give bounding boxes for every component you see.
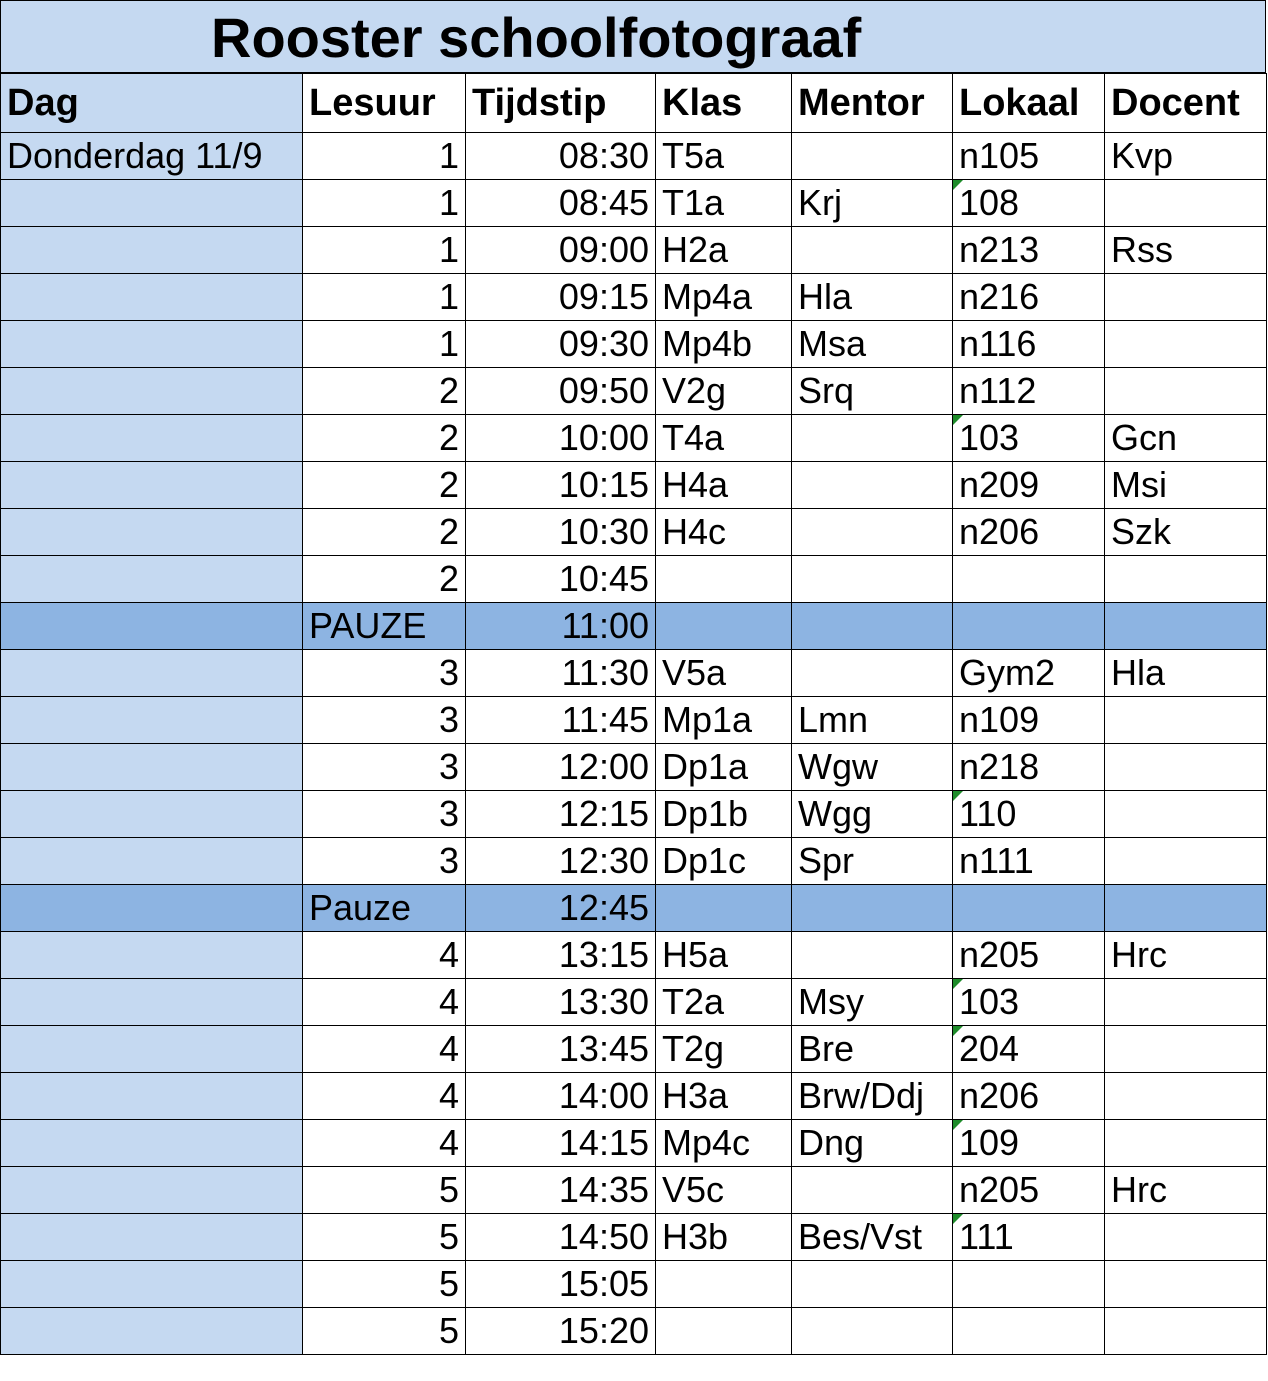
lesuur-cell[interactable]: 4 bbox=[303, 1026, 466, 1073]
table-row bbox=[1, 744, 1267, 791]
table-row bbox=[1, 274, 1267, 321]
tijdstip-cell[interactable]: 11:45 bbox=[466, 697, 656, 744]
dag-cell[interactable] bbox=[1, 603, 303, 650]
tijdstip-cell[interactable]: 10:45 bbox=[466, 556, 656, 603]
dag-cell[interactable] bbox=[1, 1167, 303, 1214]
table-row bbox=[1, 227, 1267, 274]
lesuur-cell[interactable]: 5 bbox=[303, 1167, 466, 1214]
dag-cell[interactable] bbox=[1, 415, 303, 462]
page-title: Rooster schoolfotograaf bbox=[211, 6, 862, 69]
lesuur-cell[interactable]: 1 bbox=[303, 180, 466, 227]
docent-cell[interactable] bbox=[1105, 1261, 1267, 1308]
docent-cell[interactable] bbox=[1105, 791, 1267, 838]
dag-cell[interactable] bbox=[1, 1261, 303, 1308]
tijdstip-cell[interactable]: 14:50 bbox=[466, 1214, 656, 1261]
mentor-cell[interactable]: Spr bbox=[792, 838, 953, 885]
mentor-cell[interactable]: Brw/Ddj bbox=[792, 1073, 953, 1120]
docent-cell[interactable]: Gcn bbox=[1105, 415, 1267, 462]
mentor-cell[interactable] bbox=[792, 227, 953, 274]
mentor-cell[interactable]: Dng bbox=[792, 1120, 953, 1167]
table-row bbox=[1, 1073, 1267, 1120]
klas-cell[interactable] bbox=[656, 1308, 792, 1355]
docent-cell[interactable] bbox=[1105, 274, 1267, 321]
klas-cell[interactable]: T2g bbox=[656, 1026, 792, 1073]
mentor-cell[interactable] bbox=[792, 932, 953, 979]
lokaal-cell[interactable]: n206 bbox=[953, 509, 1105, 556]
mentor-cell[interactable]: Lmn bbox=[792, 697, 953, 744]
lokaal-cell[interactable]: n105 bbox=[953, 133, 1105, 180]
pause-row bbox=[1, 603, 1267, 650]
dag-cell[interactable] bbox=[1, 368, 303, 415]
mentor-cell[interactable] bbox=[792, 885, 953, 932]
tijdstip-cell[interactable]: 10:30 bbox=[466, 509, 656, 556]
docent-cell[interactable]: Kvp bbox=[1105, 133, 1267, 180]
lokaal-cell[interactable]: 111 bbox=[953, 1214, 1105, 1261]
mentor-cell[interactable]: Srq bbox=[792, 368, 953, 415]
docent-cell[interactable] bbox=[1105, 180, 1267, 227]
lesuur-cell[interactable]: 2 bbox=[303, 509, 466, 556]
lokaal-cell[interactable]: 103 bbox=[953, 979, 1105, 1026]
mentor-cell[interactable] bbox=[792, 509, 953, 556]
dag-cell[interactable] bbox=[1, 509, 303, 556]
mentor-cell[interactable] bbox=[792, 415, 953, 462]
lokaal-cell[interactable]: n112 bbox=[953, 368, 1105, 415]
docent-cell[interactable]: Msi bbox=[1105, 462, 1267, 509]
header-lesuur[interactable]: Lesuur bbox=[303, 74, 466, 133]
lokaal-cell[interactable]: n213 bbox=[953, 227, 1105, 274]
klas-cell[interactable]: Mp4b bbox=[656, 321, 792, 368]
header-dag[interactable]: Dag bbox=[1, 74, 303, 133]
lesuur-cell[interactable]: 4 bbox=[303, 932, 466, 979]
mentor-cell[interactable]: Bre bbox=[792, 1026, 953, 1073]
tijdstip-cell[interactable]: 09:00 bbox=[466, 227, 656, 274]
dag-cell[interactable] bbox=[1, 744, 303, 791]
lesuur-cell[interactable]: 3 bbox=[303, 744, 466, 791]
tijdstip-cell[interactable]: 15:05 bbox=[466, 1261, 656, 1308]
klas-cell[interactable]: T4a bbox=[656, 415, 792, 462]
mentor-cell[interactable] bbox=[792, 462, 953, 509]
lokaal-cell[interactable]: n209 bbox=[953, 462, 1105, 509]
lesuur-cell[interactable]: 2 bbox=[303, 368, 466, 415]
dag-cell[interactable] bbox=[1, 1120, 303, 1167]
lesuur-cell[interactable]: 5 bbox=[303, 1261, 466, 1308]
dag-cell[interactable] bbox=[1, 1026, 303, 1073]
tijdstip-cell[interactable]: 08:45 bbox=[466, 180, 656, 227]
lokaal-cell[interactable]: 204 bbox=[953, 1026, 1105, 1073]
lesuur-cell[interactable]: 1 bbox=[303, 227, 466, 274]
tijdstip-cell[interactable]: 13:15 bbox=[466, 932, 656, 979]
lesuur-cell[interactable]: 3 bbox=[303, 791, 466, 838]
lokaal-cell[interactable]: n218 bbox=[953, 744, 1105, 791]
dag-cell[interactable] bbox=[1, 274, 303, 321]
lokaal-cell[interactable]: Gym2 bbox=[953, 650, 1105, 697]
header-row bbox=[1, 74, 1267, 133]
table-row bbox=[1, 1026, 1267, 1073]
header-tijdstip[interactable]: Tijdstip bbox=[466, 74, 656, 133]
docent-cell[interactable]: Szk bbox=[1105, 509, 1267, 556]
dag-cell[interactable] bbox=[1, 1073, 303, 1120]
lokaal-cell[interactable]: n216 bbox=[953, 274, 1105, 321]
table-row bbox=[1, 415, 1267, 462]
lesuur-cell[interactable]: 2 bbox=[303, 556, 466, 603]
docent-cell[interactable] bbox=[1105, 368, 1267, 415]
lokaal-cell[interactable]: n109 bbox=[953, 697, 1105, 744]
klas-cell[interactable]: Dp1a bbox=[656, 744, 792, 791]
mentor-cell[interactable]: Krj bbox=[792, 180, 953, 227]
docent-cell[interactable]: Hrc bbox=[1105, 932, 1267, 979]
tijdstip-cell[interactable]: 14:35 bbox=[466, 1167, 656, 1214]
tijdstip-cell[interactable]: 12:15 bbox=[466, 791, 656, 838]
dag-cell[interactable]: Donderdag 11/9 bbox=[1, 133, 303, 180]
mentor-cell[interactable]: Hla bbox=[792, 274, 953, 321]
lesuur-cell[interactable]: 2 bbox=[303, 462, 466, 509]
klas-cell[interactable] bbox=[656, 885, 792, 932]
lesuur-cell[interactable]: PAUZE bbox=[303, 603, 466, 650]
dag-cell[interactable] bbox=[1, 180, 303, 227]
tijdstip-cell[interactable]: 14:00 bbox=[466, 1073, 656, 1120]
docent-cell[interactable] bbox=[1105, 885, 1267, 932]
docent-cell[interactable] bbox=[1105, 1073, 1267, 1120]
dag-cell[interactable] bbox=[1, 1214, 303, 1261]
tijdstip-cell[interactable]: 15:20 bbox=[466, 1308, 656, 1355]
mentor-cell[interactable]: Bes/Vst bbox=[792, 1214, 953, 1261]
dag-cell[interactable] bbox=[1, 697, 303, 744]
klas-cell[interactable]: Dp1b bbox=[656, 791, 792, 838]
lesuur-cell[interactable]: 3 bbox=[303, 838, 466, 885]
dag-cell[interactable] bbox=[1, 885, 303, 932]
mentor-cell[interactable]: Msy bbox=[792, 979, 953, 1026]
tijdstip-cell[interactable]: 11:30 bbox=[466, 650, 656, 697]
lokaal-cell[interactable]: n206 bbox=[953, 1073, 1105, 1120]
klas-cell[interactable]: H4c bbox=[656, 509, 792, 556]
lesuur-cell[interactable]: Pauze bbox=[303, 885, 466, 932]
klas-cell[interactable]: T5a bbox=[656, 133, 792, 180]
lokaal-cell[interactable] bbox=[953, 1308, 1105, 1355]
lokaal-cell[interactable]: n205 bbox=[953, 932, 1105, 979]
table-row bbox=[1, 1214, 1267, 1261]
dag-cell[interactable] bbox=[1, 227, 303, 274]
table-row bbox=[1, 1308, 1267, 1355]
tijdstip-cell[interactable]: 13:45 bbox=[466, 1026, 656, 1073]
lesuur-cell[interactable]: 1 bbox=[303, 133, 466, 180]
klas-cell[interactable]: Mp1a bbox=[656, 697, 792, 744]
lokaal-cell[interactable] bbox=[953, 885, 1105, 932]
klas-cell[interactable]: V5c bbox=[656, 1167, 792, 1214]
schedule-body bbox=[1, 74, 1267, 1355]
klas-cell[interactable] bbox=[656, 603, 792, 650]
lesuur-cell[interactable]: 4 bbox=[303, 1120, 466, 1167]
dag-cell[interactable] bbox=[1, 979, 303, 1026]
klas-cell[interactable]: H3b bbox=[656, 1214, 792, 1261]
klas-cell[interactable]: H3a bbox=[656, 1073, 792, 1120]
table-row bbox=[1, 1261, 1267, 1308]
klas-cell[interactable] bbox=[656, 1261, 792, 1308]
schedule-table bbox=[0, 73, 1267, 1355]
lesuur-cell[interactable]: 1 bbox=[303, 321, 466, 368]
lokaal-cell[interactable] bbox=[953, 1261, 1105, 1308]
docent-cell[interactable]: Hrc bbox=[1105, 1167, 1267, 1214]
docent-cell[interactable] bbox=[1105, 1214, 1267, 1261]
tijdstip-cell[interactable]: 08:30 bbox=[466, 133, 656, 180]
lokaal-cell[interactable]: n111 bbox=[953, 838, 1105, 885]
tijdstip-cell[interactable]: 12:30 bbox=[466, 838, 656, 885]
lesuur-cell[interactable]: 2 bbox=[303, 415, 466, 462]
lesuur-cell[interactable]: 1 bbox=[303, 274, 466, 321]
tijdstip-cell[interactable]: 14:15 bbox=[466, 1120, 656, 1167]
table-row bbox=[1, 979, 1267, 1026]
tijdstip-cell[interactable]: 09:30 bbox=[466, 321, 656, 368]
table-row bbox=[1, 838, 1267, 885]
mentor-cell[interactable] bbox=[792, 1261, 953, 1308]
header-klas[interactable]: Klas bbox=[656, 74, 792, 133]
table-row bbox=[1, 697, 1267, 744]
klas-cell[interactable]: Mp4c bbox=[656, 1120, 792, 1167]
table-row bbox=[1, 509, 1267, 556]
mentor-cell[interactable]: Wgg bbox=[792, 791, 953, 838]
table-row bbox=[1, 180, 1267, 227]
table-row bbox=[1, 462, 1267, 509]
mentor-cell[interactable] bbox=[792, 1167, 953, 1214]
klas-cell[interactable]: Dp1c bbox=[656, 838, 792, 885]
docent-cell[interactable] bbox=[1105, 1120, 1267, 1167]
pause-row bbox=[1, 885, 1267, 932]
docent-cell[interactable] bbox=[1105, 556, 1267, 603]
title-cell[interactable] bbox=[0, 0, 1266, 73]
table-row bbox=[1, 1167, 1267, 1214]
tijdstip-cell[interactable]: 11:00 bbox=[466, 603, 656, 650]
dag-cell[interactable] bbox=[1, 556, 303, 603]
klas-cell[interactable]: H4a bbox=[656, 462, 792, 509]
lokaal-cell[interactable]: 110 bbox=[953, 791, 1105, 838]
table-row bbox=[1, 321, 1267, 368]
docent-cell[interactable] bbox=[1105, 838, 1267, 885]
table-row bbox=[1, 133, 1267, 180]
dag-cell[interactable] bbox=[1, 1308, 303, 1355]
docent-cell[interactable] bbox=[1105, 1308, 1267, 1355]
mentor-cell[interactable] bbox=[792, 133, 953, 180]
mentor-cell[interactable] bbox=[792, 556, 953, 603]
lesuur-cell[interactable]: 5 bbox=[303, 1214, 466, 1261]
mentor-cell[interactable]: Msa bbox=[792, 321, 953, 368]
lesuur-cell[interactable]: 5 bbox=[303, 1308, 466, 1355]
dag-cell[interactable] bbox=[1, 650, 303, 697]
lokaal-cell[interactable]: 103 bbox=[953, 415, 1105, 462]
lesuur-cell[interactable]: 4 bbox=[303, 979, 466, 1026]
docent-cell[interactable] bbox=[1105, 744, 1267, 791]
docent-cell[interactable] bbox=[1105, 321, 1267, 368]
docent-cell[interactable] bbox=[1105, 697, 1267, 744]
docent-cell[interactable] bbox=[1105, 979, 1267, 1026]
lokaal-cell[interactable]: 108 bbox=[953, 180, 1105, 227]
klas-cell[interactable]: V5a bbox=[656, 650, 792, 697]
klas-cell[interactable] bbox=[656, 556, 792, 603]
dag-cell[interactable] bbox=[1, 791, 303, 838]
dag-cell[interactable] bbox=[1, 321, 303, 368]
mentor-cell[interactable] bbox=[792, 603, 953, 650]
docent-cell[interactable]: Hla bbox=[1105, 650, 1267, 697]
dag-cell[interactable] bbox=[1, 932, 303, 979]
tijdstip-cell[interactable]: 10:00 bbox=[466, 415, 656, 462]
table-row bbox=[1, 650, 1267, 697]
tijdstip-cell[interactable]: 09:50 bbox=[466, 368, 656, 415]
dag-cell[interactable] bbox=[1, 838, 303, 885]
table-row bbox=[1, 791, 1267, 838]
lokaal-cell[interactable]: 109 bbox=[953, 1120, 1105, 1167]
lokaal-cell[interactable]: n205 bbox=[953, 1167, 1105, 1214]
tijdstip-cell[interactable]: 13:30 bbox=[466, 979, 656, 1026]
lesuur-cell[interactable]: 3 bbox=[303, 650, 466, 697]
mentor-cell[interactable] bbox=[792, 1308, 953, 1355]
tijdstip-cell[interactable]: 10:15 bbox=[466, 462, 656, 509]
table-row bbox=[1, 1120, 1267, 1167]
header-docent[interactable]: Docent bbox=[1105, 74, 1267, 133]
docent-cell[interactable]: Rss bbox=[1105, 227, 1267, 274]
mentor-cell[interactable]: Wgw bbox=[792, 744, 953, 791]
tijdstip-cell[interactable]: 12:00 bbox=[466, 744, 656, 791]
lesuur-cell[interactable]: 3 bbox=[303, 697, 466, 744]
table-row bbox=[1, 932, 1267, 979]
klas-cell[interactable]: T1a bbox=[656, 180, 792, 227]
klas-cell[interactable]: Mp4a bbox=[656, 274, 792, 321]
table-row bbox=[1, 556, 1267, 603]
lokaal-cell[interactable]: n116 bbox=[953, 321, 1105, 368]
table-row bbox=[1, 368, 1267, 415]
klas-cell[interactable]: H2a bbox=[656, 227, 792, 274]
klas-cell[interactable]: H5a bbox=[656, 932, 792, 979]
lokaal-cell[interactable] bbox=[953, 556, 1105, 603]
header-lokaal[interactable]: Lokaal bbox=[953, 74, 1105, 133]
lokaal-cell[interactable] bbox=[953, 603, 1105, 650]
klas-cell[interactable]: V2g bbox=[656, 368, 792, 415]
mentor-cell[interactable] bbox=[792, 650, 953, 697]
tijdstip-cell[interactable]: 12:45 bbox=[466, 885, 656, 932]
tijdstip-cell[interactable]: 09:15 bbox=[466, 274, 656, 321]
docent-cell[interactable] bbox=[1105, 603, 1267, 650]
header-mentor[interactable]: Mentor bbox=[792, 74, 953, 133]
lesuur-cell[interactable]: 4 bbox=[303, 1073, 466, 1120]
dag-cell[interactable] bbox=[1, 462, 303, 509]
klas-cell[interactable]: T2a bbox=[656, 979, 792, 1026]
docent-cell[interactable] bbox=[1105, 1026, 1267, 1073]
